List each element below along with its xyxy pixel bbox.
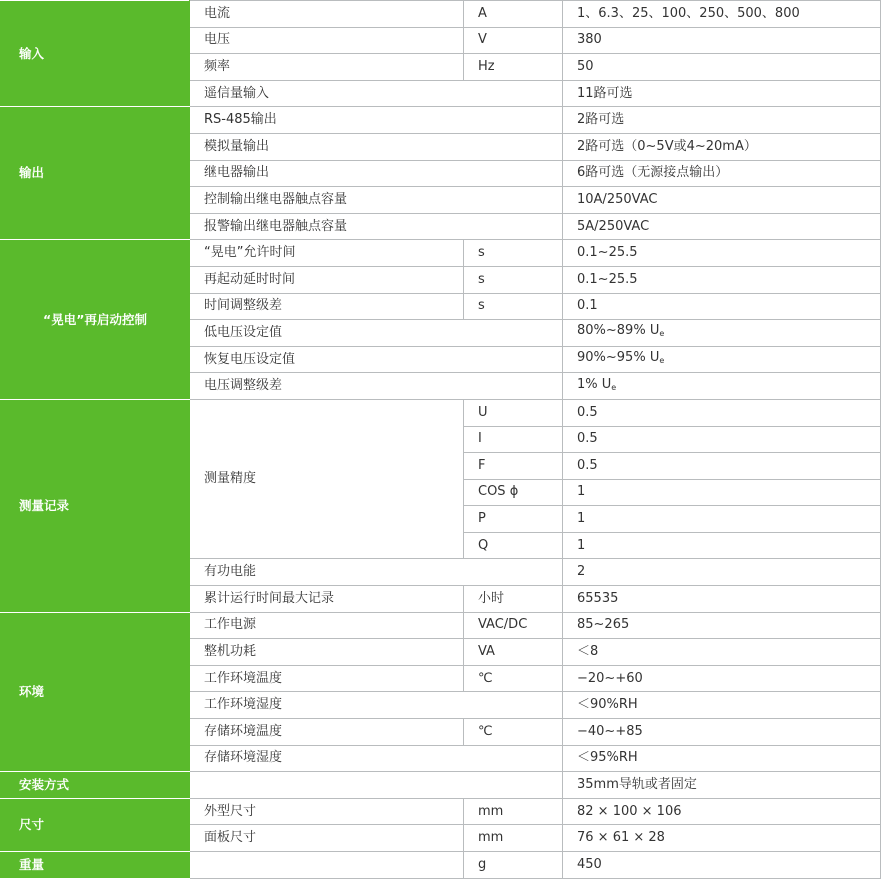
param-value: 76 × 61 × 28 bbox=[563, 825, 881, 852]
param-name: 存储环境温度 bbox=[190, 719, 464, 746]
param-name: 继电器输出 bbox=[190, 160, 563, 187]
table-row bbox=[1, 852, 881, 879]
param-name: RS-485输出 bbox=[190, 107, 563, 134]
param-name: 有功电能 bbox=[190, 559, 563, 586]
param-value: 380 bbox=[563, 27, 881, 54]
param-name: 存储环境湿度 bbox=[190, 745, 563, 772]
value-subscript: e bbox=[659, 329, 665, 339]
value-subscript: e bbox=[659, 356, 665, 366]
measure-precision-label: 测量精度 bbox=[190, 399, 464, 559]
param-name bbox=[190, 772, 563, 799]
param-unit: g bbox=[464, 852, 563, 879]
param-unit: VAC/DC bbox=[464, 612, 563, 639]
param-name: 工作环境湿度 bbox=[190, 692, 563, 719]
table-row bbox=[1, 240, 881, 267]
param-value: 2路可选（0~5V或4~20mA） bbox=[563, 133, 881, 160]
param-name: 电压 bbox=[190, 27, 464, 54]
param-name: 外型尺寸 bbox=[190, 798, 464, 825]
category-dimensions: 尺寸 bbox=[1, 798, 190, 851]
param-unit: s bbox=[464, 240, 563, 267]
value-text: 80%~89% U bbox=[577, 323, 660, 339]
param-name: 工作电源 bbox=[190, 612, 464, 639]
param-unit: V bbox=[464, 27, 563, 54]
param-value bbox=[563, 373, 881, 400]
table-row bbox=[1, 772, 881, 799]
category-measurement: 测量记录 bbox=[1, 399, 190, 612]
param-name: 报警输出继电器触点容量 bbox=[190, 213, 563, 240]
param-value: 2 bbox=[563, 559, 881, 586]
param-name: “晃电”允许时间 bbox=[190, 240, 464, 267]
param-value: 11路可选 bbox=[563, 80, 881, 107]
param-name: 再起动延时时间 bbox=[190, 266, 464, 293]
param-value: 0.5 bbox=[563, 399, 881, 426]
category-restart-control: “晃电”再启动控制 bbox=[1, 240, 190, 400]
param-unit: COS ϕ bbox=[464, 479, 563, 506]
param-value bbox=[563, 346, 881, 373]
param-unit: mm bbox=[464, 798, 563, 825]
param-value: ＜90%RH bbox=[563, 692, 881, 719]
param-value: 10A/250VAC bbox=[563, 187, 881, 214]
param-unit: P bbox=[464, 506, 563, 533]
param-unit: Q bbox=[464, 532, 563, 559]
table-row bbox=[1, 399, 881, 426]
param-value: 1、6.3、25、100、250、500、800 bbox=[563, 1, 881, 28]
param-unit: mm bbox=[464, 825, 563, 852]
param-value: 0.5 bbox=[563, 426, 881, 453]
category-weight: 重量 bbox=[1, 852, 190, 879]
param-unit: Hz bbox=[464, 54, 563, 81]
param-name: 恢复电压设定值 bbox=[190, 346, 563, 373]
param-value: ＜8 bbox=[563, 639, 881, 666]
param-value: 1 bbox=[563, 506, 881, 533]
param-name: 频率 bbox=[190, 54, 464, 81]
param-unit: U bbox=[464, 399, 563, 426]
param-name: 时间调整级差 bbox=[190, 293, 464, 320]
param-value: 1 bbox=[563, 479, 881, 506]
param-value bbox=[563, 320, 881, 347]
param-name: 整机功耗 bbox=[190, 639, 464, 666]
category-output: 输出 bbox=[1, 107, 190, 240]
param-unit: ℃ bbox=[464, 719, 563, 746]
param-value: 0.1~25.5 bbox=[563, 266, 881, 293]
param-name: 控制输出继电器触点容量 bbox=[190, 187, 563, 214]
param-value: 2路可选 bbox=[563, 107, 881, 134]
param-unit: VA bbox=[464, 639, 563, 666]
param-name bbox=[190, 852, 464, 879]
param-value: 450 bbox=[563, 852, 881, 879]
value-text: 1% U bbox=[577, 376, 612, 392]
param-name: 电压调整级差 bbox=[190, 373, 563, 400]
param-value: ＜95%RH bbox=[563, 745, 881, 772]
value-subscript: e bbox=[611, 382, 617, 392]
param-value: 35mm导轨或者固定 bbox=[563, 772, 881, 799]
param-value: 85~265 bbox=[563, 612, 881, 639]
category-input: 输入 bbox=[1, 1, 190, 107]
param-name: 遥信量输入 bbox=[190, 80, 563, 107]
param-value: 0.1~25.5 bbox=[563, 240, 881, 267]
param-value: 1 bbox=[563, 532, 881, 559]
param-name: 面板尺寸 bbox=[190, 825, 464, 852]
param-name: 累计运行时间最大记录 bbox=[190, 586, 464, 613]
param-name: 模拟量输出 bbox=[190, 133, 563, 160]
category-environment: 环境 bbox=[1, 612, 190, 772]
param-value: −40~+85 bbox=[563, 719, 881, 746]
param-value: 0.5 bbox=[563, 453, 881, 480]
table-row bbox=[1, 612, 881, 639]
param-name: 低电压设定值 bbox=[190, 320, 563, 347]
param-unit: 小时 bbox=[464, 586, 563, 613]
param-value: 0.1 bbox=[563, 293, 881, 320]
table-row bbox=[1, 1, 881, 28]
table-row bbox=[1, 798, 881, 825]
param-value: 82 × 100 × 106 bbox=[563, 798, 881, 825]
param-unit: I bbox=[464, 426, 563, 453]
category-installation: 安装方式 bbox=[1, 772, 190, 799]
param-value: 50 bbox=[563, 54, 881, 81]
table-row bbox=[1, 107, 881, 134]
param-value: −20~+60 bbox=[563, 665, 881, 692]
param-name: 工作环境温度 bbox=[190, 665, 464, 692]
param-name: 电流 bbox=[190, 1, 464, 28]
param-unit: A bbox=[464, 1, 563, 28]
param-unit: ℃ bbox=[464, 665, 563, 692]
param-value: 65535 bbox=[563, 586, 881, 613]
value-text: 90%~95% U bbox=[577, 350, 660, 366]
param-unit: s bbox=[464, 266, 563, 293]
param-value: 6路可选（无源接点输出） bbox=[563, 160, 881, 187]
param-unit: s bbox=[464, 293, 563, 320]
param-unit: F bbox=[464, 453, 563, 480]
param-value: 5A/250VAC bbox=[563, 213, 881, 240]
